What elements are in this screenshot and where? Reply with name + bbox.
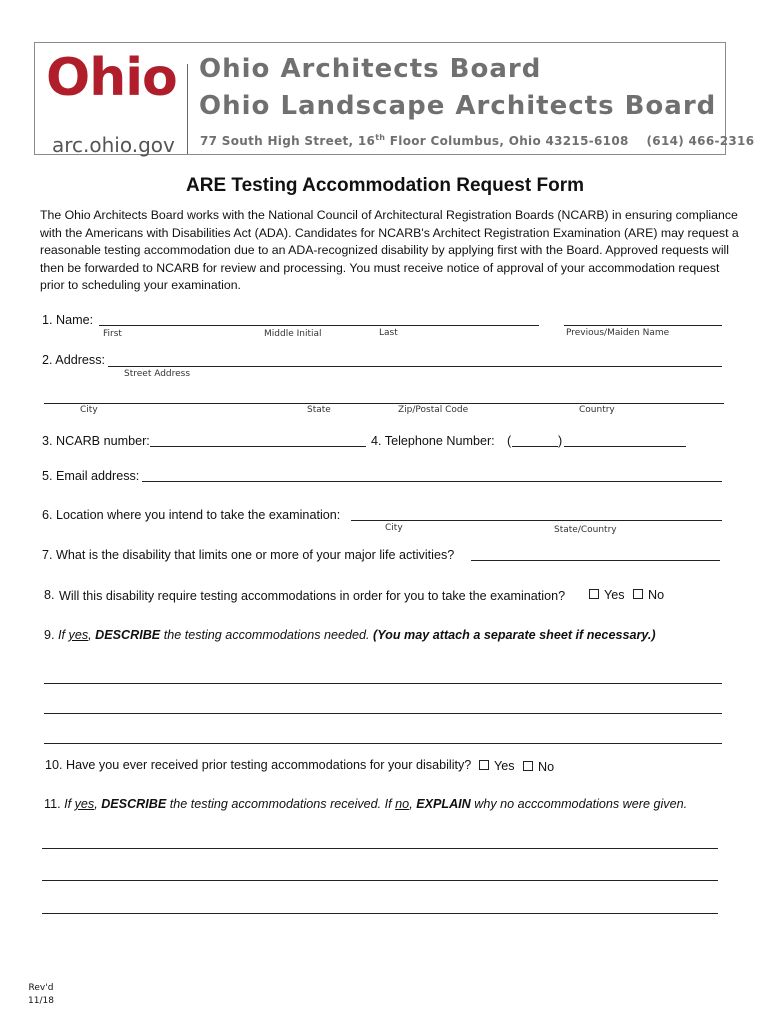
q8-no-option[interactable]: No bbox=[633, 588, 664, 602]
q3-label: 3. NCARB number: bbox=[42, 434, 150, 448]
q11-answer-line-1[interactable] bbox=[42, 848, 718, 849]
q10-label: 10. Have you ever received prior testing accommodations for your disability? bbox=[45, 758, 472, 772]
q5-label: 5. Email address: bbox=[42, 469, 140, 483]
header-divider bbox=[187, 64, 188, 154]
q10-yes-checkbox[interactable] bbox=[479, 760, 489, 770]
name-field[interactable] bbox=[99, 325, 539, 326]
area-close-paren: ) bbox=[558, 434, 563, 448]
street-caption: Street Address bbox=[124, 369, 191, 379]
q11-label: 11. If yes, DESCRIBE the testing accommodations received. If no, EXPLAIN why no acccommodations were given. bbox=[44, 797, 688, 811]
board-name-2: Ohio Landscape Architects Board bbox=[199, 91, 717, 121]
q2-label: 2. Address: bbox=[42, 353, 106, 367]
q10-no-checkbox[interactable] bbox=[523, 761, 533, 771]
q11-answer-line-2[interactable] bbox=[42, 880, 718, 881]
city-caption: City bbox=[80, 405, 98, 415]
city-state-zip-field[interactable] bbox=[44, 403, 724, 404]
q10-no-option[interactable]: No bbox=[523, 760, 554, 774]
q8-yes-checkbox[interactable] bbox=[589, 589, 599, 599]
maiden-caption: Previous/Maiden Name bbox=[566, 328, 670, 338]
q1-label: 1. Name: bbox=[42, 313, 94, 327]
q8-question: Will this disability require testing accommodations in order for you to take the examination? bbox=[59, 589, 566, 603]
q6-label: 6. Location where you intend to take the examination: bbox=[42, 508, 341, 522]
disability-field[interactable] bbox=[471, 560, 720, 561]
q9-label: 9. If yes, DESCRIBE the testing accommodations needed. (You may attach a separate sheet if necessary.) bbox=[44, 628, 656, 642]
telephone-field[interactable] bbox=[564, 446, 686, 447]
q11-answer-line-3[interactable] bbox=[42, 913, 718, 914]
location-city-caption: City bbox=[385, 523, 403, 533]
board-address: 77 South High Street, 16th Floor Columbus, Ohio 43215-6108 (614) 466-2316 bbox=[200, 133, 755, 148]
q8-no-checkbox[interactable] bbox=[633, 589, 643, 599]
intro-paragraph: The Ohio Architects Board works with the National Council of Architectural Registration Boards (NCARB) in ensuring compliance with the Americans with Disabilities Act (ADA). Candidates for NCARB's Architect Registration Examination (ARE) may request a reasonable testing accommodation due to an ADA-recognized disability by applying first with the Board. Approved requests will then be forwarded to NCARB for review and processing. You must receive notice of approval of your accommodation request prior to scheduling your examination. bbox=[40, 208, 739, 292]
ohio-logo: Ohio bbox=[46, 48, 177, 108]
maiden-name-field[interactable] bbox=[564, 325, 722, 326]
last-caption: Last bbox=[379, 328, 398, 338]
state-caption: State bbox=[307, 405, 331, 415]
website-link[interactable]: arc.ohio.gov bbox=[52, 133, 175, 157]
q7-label: 7. What is the disability that limits one or more of your major life activities? bbox=[42, 548, 455, 562]
email-field[interactable] bbox=[142, 481, 722, 482]
q9-answer-line-2[interactable] bbox=[44, 713, 722, 714]
street-address-field[interactable] bbox=[108, 366, 722, 367]
q10-yes-option[interactable]: Yes bbox=[479, 759, 515, 773]
location-state-caption: State/Country bbox=[554, 525, 617, 535]
board-name-1: Ohio Architects Board bbox=[199, 54, 542, 84]
ncarb-number-field[interactable] bbox=[150, 446, 366, 447]
exam-location-field[interactable] bbox=[351, 520, 722, 521]
country-caption: Country bbox=[579, 405, 615, 415]
area-open-paren: ( bbox=[507, 434, 512, 448]
q8-number: 8. bbox=[44, 588, 55, 602]
area-code-field[interactable] bbox=[512, 446, 558, 447]
q9-answer-line-1[interactable] bbox=[44, 683, 722, 684]
page-title: ARE Testing Accommodation Request Form bbox=[186, 175, 584, 196]
middle-caption: Middle Initial bbox=[264, 329, 322, 339]
zip-caption: Zip/Postal Code bbox=[398, 405, 469, 415]
q9-answer-line-3[interactable] bbox=[44, 743, 722, 744]
revision-note: Rev'd 11/18 bbox=[28, 983, 54, 1006]
q4-label: 4. Telephone Number: bbox=[371, 434, 495, 448]
first-caption: First bbox=[103, 329, 122, 339]
q8-yes-option[interactable]: Yes bbox=[589, 588, 625, 602]
